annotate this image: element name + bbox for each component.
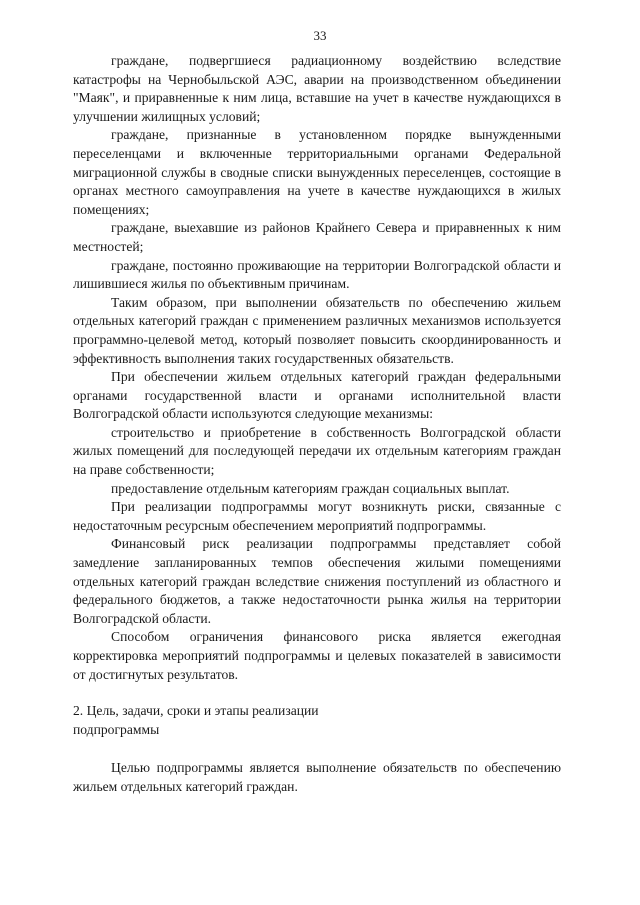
paragraph-goal: Целью подпрограммы является выполнение обязательств по обеспечению жильем отдельных категорий граждан. [73, 760, 561, 794]
paragraph-social-payments: предоставление отдельным категориям граждан социальных выплат. [111, 480, 510, 496]
paragraph-construction: строительство и приобретение в собственность Волгоградской области жилых помещений для последующей передачи их отдельным категориям граждан на праве собственности; [73, 424, 561, 478]
section-heading-line1: 2. Цель, задачи, сроки и этапы реализации [73, 703, 319, 719]
document-body [73, 52, 561, 797]
section-heading-line2: подпрограммы [73, 721, 160, 737]
paragraph-program-method: Таким образом, при выполнении обязательств по обеспечению жильем отдельных категорий граждан с применением различных механизмов используется программно-целевой метод, который позволяет повысить скоординированность и эффективность выполнения таких государственных обязательств. [73, 294, 561, 366]
paragraph-far-north: граждане, выехавшие из районов Крайнего Севера и приравненных к ним местностей; [73, 220, 561, 254]
paragraph-risk-mitigation: Способом ограничения финансового риска является ежегодная корректировка мероприятий подпрограммы и целевых показателей в зависимости от достигнутых результатов. [73, 629, 561, 682]
paragraph-risks: При реализации подпрограммы могут возникнуть риски, связанные с недостаточным ресурсным обеспечением мероприятий подпрограммы. [73, 499, 561, 533]
paragraph-financial-risk: Финансовый риск реализации подпрограммы представляет собой замедление запланированных темпов обеспечения жилыми помещениями отдельных категорий граждан вследствие снижения поступлений из областного и федерального бюджетов, а также недостаточности рынка жилья на территории Волгоградской области. [73, 536, 561, 626]
page-number: 33 [313, 28, 327, 43]
paragraph-forced-migrants: граждане, признанные в установленном порядке вынужденными переселенцами и включенные территориальными органами Федеральной миграционной службы в сводные списки вынужденных переселенцев, состоящие в органах местного самоуправления на учете в качестве нуждающихся в жилых помещениях; [73, 127, 561, 217]
section-heading [73, 702, 561, 739]
paragraph-lost-housing: граждане, постоянно проживающие на территории Волгоградской области и лишившиеся жилья по объективным причинам. [73, 257, 561, 292]
paragraph-mechanisms-intro: При обеспечении жильем отдельных категорий граждан федеральными органами государственной власти и органами исполнительной власти Волгоградской области используются следующие механизмы: [73, 369, 561, 422]
paragraph-chernobyl: граждане, подвергшиеся радиационному воздействию вследствие катастрофы на Чернобыльской АЭС, аварии на производственном объединении "Маяк", и приравненные к ним лица, вставшие на учет в качестве нуждающихся в улучшении жилищных условий; [73, 53, 561, 124]
